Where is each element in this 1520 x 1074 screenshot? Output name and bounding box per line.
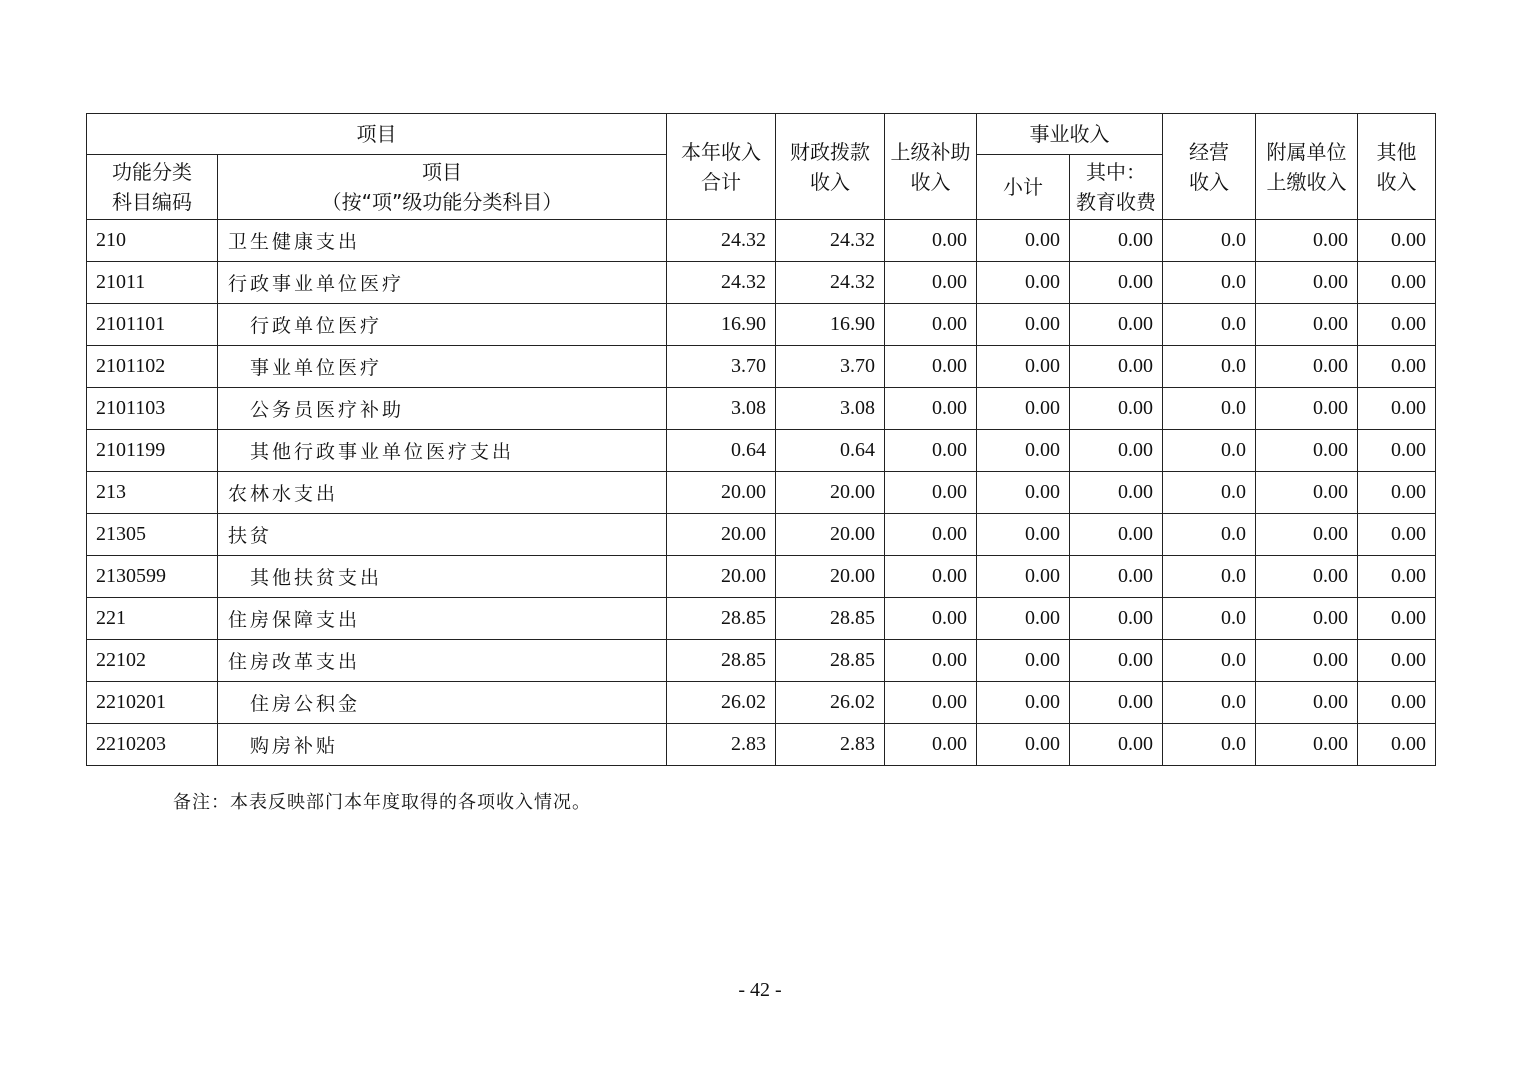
table-row xyxy=(87,724,1436,766)
header-name-line1: 项目 xyxy=(422,160,462,184)
table-row xyxy=(87,514,1436,556)
cell-name: 扶贫 xyxy=(218,514,667,556)
cell-other: 0.00 xyxy=(1358,724,1436,766)
cell-fiscal: 20.00 xyxy=(776,514,885,556)
header-other-line1: 其他 xyxy=(1376,139,1417,164)
cell-operating: 0.0 xyxy=(1163,472,1256,514)
header-fiscal-line1: 财政拨款 xyxy=(790,139,870,164)
cell-superior: 0.00 xyxy=(885,304,977,346)
table-body xyxy=(87,220,1436,766)
cell-other: 0.00 xyxy=(1358,346,1436,388)
cell-fiscal: 20.00 xyxy=(776,472,885,514)
cell-affiliated: 0.00 xyxy=(1256,430,1358,472)
cell-operating: 0.0 xyxy=(1163,262,1256,304)
cell-subtotal: 0.00 xyxy=(977,472,1070,514)
cell-fiscal: 20.00 xyxy=(776,556,885,598)
cell-affiliated: 0.00 xyxy=(1256,388,1358,430)
cell-subtotal: 0.00 xyxy=(977,514,1070,556)
cell-superior: 0.00 xyxy=(885,724,977,766)
cell-code: 2210203 xyxy=(87,724,218,766)
cell-fiscal: 26.02 xyxy=(776,682,885,724)
cell-subtotal: 0.00 xyxy=(977,346,1070,388)
cell-other: 0.00 xyxy=(1358,262,1436,304)
cell-other: 0.00 xyxy=(1358,430,1436,472)
cell-education: 0.00 xyxy=(1070,304,1163,346)
cell-other: 0.00 xyxy=(1358,388,1436,430)
header-total-line2: 合计 xyxy=(701,169,741,194)
cell-education: 0.00 xyxy=(1070,220,1163,262)
cell-operating: 0.0 xyxy=(1163,388,1256,430)
cell-education: 0.00 xyxy=(1070,262,1163,304)
header-code-line1: 功能分类 xyxy=(112,160,192,184)
header-code-line2: 科目编码 xyxy=(112,190,192,214)
cell-fiscal: 24.32 xyxy=(776,262,885,304)
cell-total: 28.85 xyxy=(667,598,776,640)
cell-code: 213 xyxy=(87,472,218,514)
cell-total: 20.00 xyxy=(667,472,776,514)
cell-subtotal: 0.00 xyxy=(977,220,1070,262)
table-row xyxy=(87,220,1436,262)
header-superior-line1: 上级补助 xyxy=(890,139,971,164)
header-education xyxy=(1070,155,1163,220)
cell-affiliated: 0.00 xyxy=(1256,724,1358,766)
income-table xyxy=(86,113,1436,766)
cell-fiscal: 3.70 xyxy=(776,346,885,388)
cell-other: 0.00 xyxy=(1358,514,1436,556)
cell-education: 0.00 xyxy=(1070,556,1163,598)
cell-other: 0.00 xyxy=(1358,682,1436,724)
cell-name: 行政单位医疗 xyxy=(218,304,667,346)
cell-education: 0.00 xyxy=(1070,724,1163,766)
cell-total: 3.70 xyxy=(667,346,776,388)
cell-superior: 0.00 xyxy=(885,556,977,598)
cell-other: 0.00 xyxy=(1358,304,1436,346)
cell-superior: 0.00 xyxy=(885,220,977,262)
cell-total: 3.08 xyxy=(667,388,776,430)
header-education-line2: 教育收费 xyxy=(1076,190,1156,214)
cell-name: 其他扶贫支出 xyxy=(218,556,667,598)
cell-superior: 0.00 xyxy=(885,430,977,472)
cell-education: 0.00 xyxy=(1070,430,1163,472)
cell-code: 2101103 xyxy=(87,388,218,430)
cell-name: 住房改革支出 xyxy=(218,640,667,682)
header-fiscal-line2: 收入 xyxy=(810,169,850,194)
header-other xyxy=(1358,114,1436,220)
cell-affiliated: 0.00 xyxy=(1256,346,1358,388)
header-operating-line1: 经营 xyxy=(1189,139,1229,164)
cell-subtotal: 0.00 xyxy=(977,262,1070,304)
cell-name: 住房公积金 xyxy=(218,682,667,724)
cell-superior: 0.00 xyxy=(885,346,977,388)
cell-total: 2.83 xyxy=(667,724,776,766)
header-affiliated-line2: 上缴收入 xyxy=(1266,169,1347,194)
cell-code: 22102 xyxy=(87,640,218,682)
cell-fiscal: 24.32 xyxy=(776,220,885,262)
cell-education: 0.00 xyxy=(1070,514,1163,556)
cell-total: 24.32 xyxy=(667,220,776,262)
cell-name: 购房补贴 xyxy=(218,724,667,766)
table-row xyxy=(87,640,1436,682)
table-row xyxy=(87,262,1436,304)
table-row xyxy=(87,304,1436,346)
cell-subtotal: 0.00 xyxy=(977,304,1070,346)
cell-affiliated: 0.00 xyxy=(1256,220,1358,262)
table-header xyxy=(87,114,1436,220)
cell-fiscal: 0.64 xyxy=(776,430,885,472)
cell-code: 221 xyxy=(87,598,218,640)
cell-total: 0.64 xyxy=(667,430,776,472)
header-name xyxy=(218,155,667,220)
header-business-group: 事业收入 xyxy=(977,114,1163,155)
cell-operating: 0.0 xyxy=(1163,220,1256,262)
header-education-line1: 其中： xyxy=(1086,160,1146,184)
cell-name: 公务员医疗补助 xyxy=(218,388,667,430)
cell-education: 0.00 xyxy=(1070,388,1163,430)
cell-name: 其他行政事业单位医疗支出 xyxy=(218,430,667,472)
table-row xyxy=(87,472,1436,514)
cell-code: 210 xyxy=(87,220,218,262)
cell-education: 0.00 xyxy=(1070,682,1163,724)
cell-operating: 0.0 xyxy=(1163,304,1256,346)
page-number: - 42 - xyxy=(738,979,782,1001)
cell-fiscal: 2.83 xyxy=(776,724,885,766)
cell-affiliated: 0.00 xyxy=(1256,262,1358,304)
cell-affiliated: 0.00 xyxy=(1256,304,1358,346)
cell-operating: 0.0 xyxy=(1163,724,1256,766)
cell-fiscal: 3.08 xyxy=(776,388,885,430)
header-subtotal: 小计 xyxy=(977,155,1070,220)
cell-operating: 0.0 xyxy=(1163,430,1256,472)
cell-superior: 0.00 xyxy=(885,262,977,304)
header-name-line2: （按“项”级功能分类科目） xyxy=(321,190,563,214)
table-row xyxy=(87,556,1436,598)
header-affiliated xyxy=(1256,114,1358,220)
cell-operating: 0.0 xyxy=(1163,346,1256,388)
cell-fiscal: 28.85 xyxy=(776,640,885,682)
cell-superior: 0.00 xyxy=(885,514,977,556)
header-other-line2: 收入 xyxy=(1376,169,1417,194)
cell-superior: 0.00 xyxy=(885,682,977,724)
cell-code: 2101199 xyxy=(87,430,218,472)
cell-operating: 0.0 xyxy=(1163,556,1256,598)
cell-total: 24.32 xyxy=(667,262,776,304)
table-note: 备注：本表反映部门本年度取得的各项收入情况。 xyxy=(173,792,591,813)
cell-other: 0.00 xyxy=(1358,598,1436,640)
cell-operating: 0.0 xyxy=(1163,514,1256,556)
header-total-line1: 本年收入 xyxy=(681,139,761,164)
cell-affiliated: 0.00 xyxy=(1256,514,1358,556)
cell-total: 28.85 xyxy=(667,640,776,682)
cell-education: 0.00 xyxy=(1070,346,1163,388)
cell-code: 21305 xyxy=(87,514,218,556)
cell-superior: 0.00 xyxy=(885,598,977,640)
header-total xyxy=(667,114,776,220)
cell-code: 21011 xyxy=(87,262,218,304)
cell-education: 0.00 xyxy=(1070,472,1163,514)
cell-fiscal: 28.85 xyxy=(776,598,885,640)
cell-name: 卫生健康支出 xyxy=(218,220,667,262)
cell-total: 16.90 xyxy=(667,304,776,346)
header-superior-line2: 收入 xyxy=(910,169,951,194)
header-code xyxy=(87,155,218,220)
cell-affiliated: 0.00 xyxy=(1256,682,1358,724)
cell-education: 0.00 xyxy=(1070,598,1163,640)
cell-code: 2101101 xyxy=(87,304,218,346)
cell-subtotal: 0.00 xyxy=(977,556,1070,598)
cell-affiliated: 0.00 xyxy=(1256,556,1358,598)
cell-name: 住房保障支出 xyxy=(218,598,667,640)
cell-operating: 0.0 xyxy=(1163,640,1256,682)
cell-name: 事业单位医疗 xyxy=(218,346,667,388)
cell-other: 0.00 xyxy=(1358,640,1436,682)
cell-subtotal: 0.00 xyxy=(977,724,1070,766)
cell-affiliated: 0.00 xyxy=(1256,640,1358,682)
cell-code: 2210201 xyxy=(87,682,218,724)
cell-subtotal: 0.00 xyxy=(977,598,1070,640)
cell-subtotal: 0.00 xyxy=(977,388,1070,430)
header-operating xyxy=(1163,114,1256,220)
table-row xyxy=(87,388,1436,430)
header-fiscal xyxy=(776,114,885,220)
cell-other: 0.00 xyxy=(1358,472,1436,514)
cell-name: 行政事业单位医疗 xyxy=(218,262,667,304)
cell-subtotal: 0.00 xyxy=(977,640,1070,682)
cell-total: 20.00 xyxy=(667,556,776,598)
cell-affiliated: 0.00 xyxy=(1256,598,1358,640)
header-item-group: 项目 xyxy=(87,114,667,155)
cell-other: 0.00 xyxy=(1358,556,1436,598)
cell-code: 2130599 xyxy=(87,556,218,598)
cell-superior: 0.00 xyxy=(885,472,977,514)
cell-superior: 0.00 xyxy=(885,640,977,682)
cell-total: 26.02 xyxy=(667,682,776,724)
table-row xyxy=(87,430,1436,472)
cell-other: 0.00 xyxy=(1358,220,1436,262)
header-superior xyxy=(885,114,977,220)
cell-subtotal: 0.00 xyxy=(977,430,1070,472)
cell-fiscal: 16.90 xyxy=(776,304,885,346)
header-affiliated-line1: 附属单位 xyxy=(1266,139,1347,164)
table-row xyxy=(87,598,1436,640)
cell-name: 农林水支出 xyxy=(218,472,667,514)
cell-operating: 0.0 xyxy=(1163,682,1256,724)
cell-superior: 0.00 xyxy=(885,388,977,430)
table-row xyxy=(87,346,1436,388)
table-row xyxy=(87,682,1436,724)
cell-affiliated: 0.00 xyxy=(1256,472,1358,514)
cell-operating: 0.0 xyxy=(1163,598,1256,640)
header-operating-line2: 收入 xyxy=(1189,169,1229,194)
cell-total: 20.00 xyxy=(667,514,776,556)
cell-code: 2101102 xyxy=(87,346,218,388)
cell-subtotal: 0.00 xyxy=(977,682,1070,724)
cell-education: 0.00 xyxy=(1070,640,1163,682)
